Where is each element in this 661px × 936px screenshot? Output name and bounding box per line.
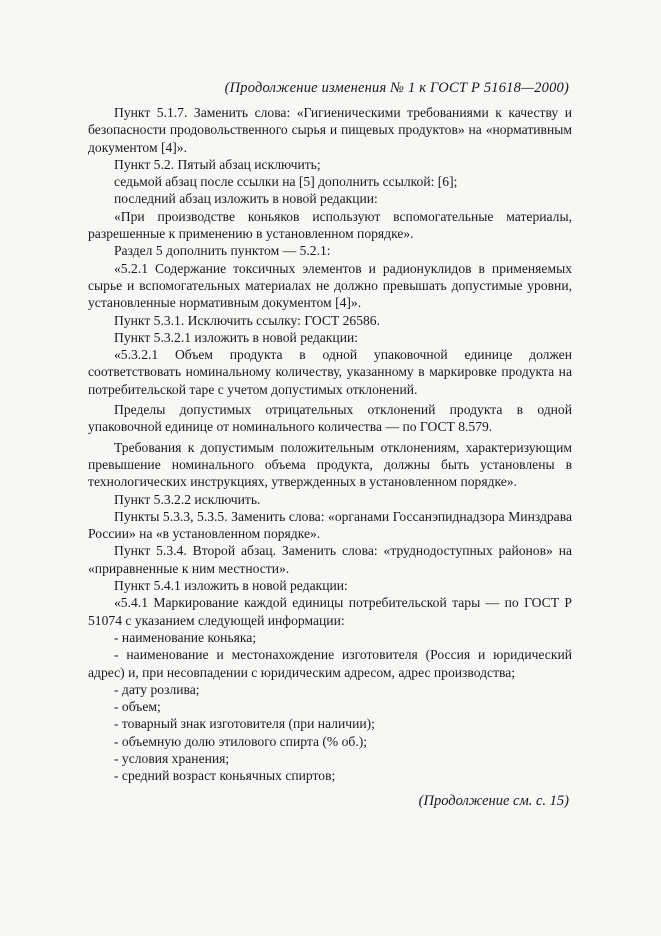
paragraph: Пункт 5.3.1. Исключить ссылку: ГОСТ 26586. [114, 312, 381, 328]
paragraph: Пункт 5.3.4. Второй абзац. Заменить слова: «труднодоступных районов» на «приравненные к ним местности». [88, 543, 572, 576]
list-item: - объем; [114, 699, 161, 715]
paragraph: Пункт 5.2. Пятый абзац исключить; [114, 156, 321, 172]
paragraph: Пределы допустимых отрицательных отклонений продукта в одной упаковочной единице от номинального количества — по ГОСТ 8.579. [88, 402, 572, 435]
paragraph: Пункты 5.3.3, 5.3.5. Заменить слова: «органами Госсанэпиднадзора Минздрава России» на «в установленном порядке». [88, 508, 572, 542]
paragraph: «При производстве коньяков используют вспомогательные материалы, разрешенные к применению в установленном порядке». [88, 208, 572, 242]
list-item: - наименование и местонахождение изготовителя (Россия и юридический адрес) и, при несовпадении с юридическим адресом, адрес производства; [88, 647, 572, 680]
list-item: - дату розлива; [114, 681, 200, 697]
paragraph: «5.3.2.1 Объем продукта в одной упаковочной единице должен соответствовать номинальному количеству, указанному в маркировке продукта на потребительской таре с учетом допустимых отклонений. [88, 347, 572, 397]
paragraph: Пункт 5.4.1 изложить в новой редакции: [114, 578, 348, 594]
paragraph: Пункт 5.3.2.2 исключить. [114, 491, 261, 507]
document-body [88, 104, 572, 785]
paragraph: «5.4.1 Маркирование каждой единицы потребительской тары — по ГОСТ Р 51074 с указанием следующей информации: [88, 595, 572, 628]
list-item: - наименование коньяка; [114, 629, 257, 645]
page-header: (Продолжение изменения № 1 к ГОСТ Р 51618—2000) [224, 80, 569, 96]
list-item: - средний возраст коньячных спиртов; [114, 768, 336, 784]
paragraph: «5.2.1 Содержание токсичных элементов и радионуклидов в применяемых сырье и вспомогательных материалах не должно превышать допустимые уровни, установленные нормативным документом [4]». [88, 260, 572, 311]
paragraph: Требования к допустимым положительным отклонениям, характеризующим превышение номинального объема продукта, должны быть установлены в технологических инструкциях, утвержденных в установленном порядке». [88, 439, 572, 490]
paragraph: Пункт 5.3.2.1 изложить в новой редакции: [114, 329, 359, 345]
paragraph: последний абзац изложить в новой редакции: [114, 191, 378, 207]
page-footer: (Продолжение см. с. 15) [418, 793, 569, 809]
paragraph: Пункт 5.1.7. Заменить слова: «Гигиеническими требованиями к качеству и безопасности продовольственного сырья и пищевых продуктов» на «нормативным документом [4]». [88, 105, 572, 155]
list-item: - условия хранения; [114, 750, 230, 766]
list-item: - товарный знак изготовителя (при наличии); [114, 716, 375, 732]
paragraph: седьмой абзац после ссылки на [5] дополнить ссылкой: [6]; [114, 174, 458, 190]
list-item: - объемную долю этилового спирта (% об.); [114, 733, 368, 749]
paragraph: Раздел 5 дополнить пунктом — 5.2.1: [114, 243, 331, 259]
